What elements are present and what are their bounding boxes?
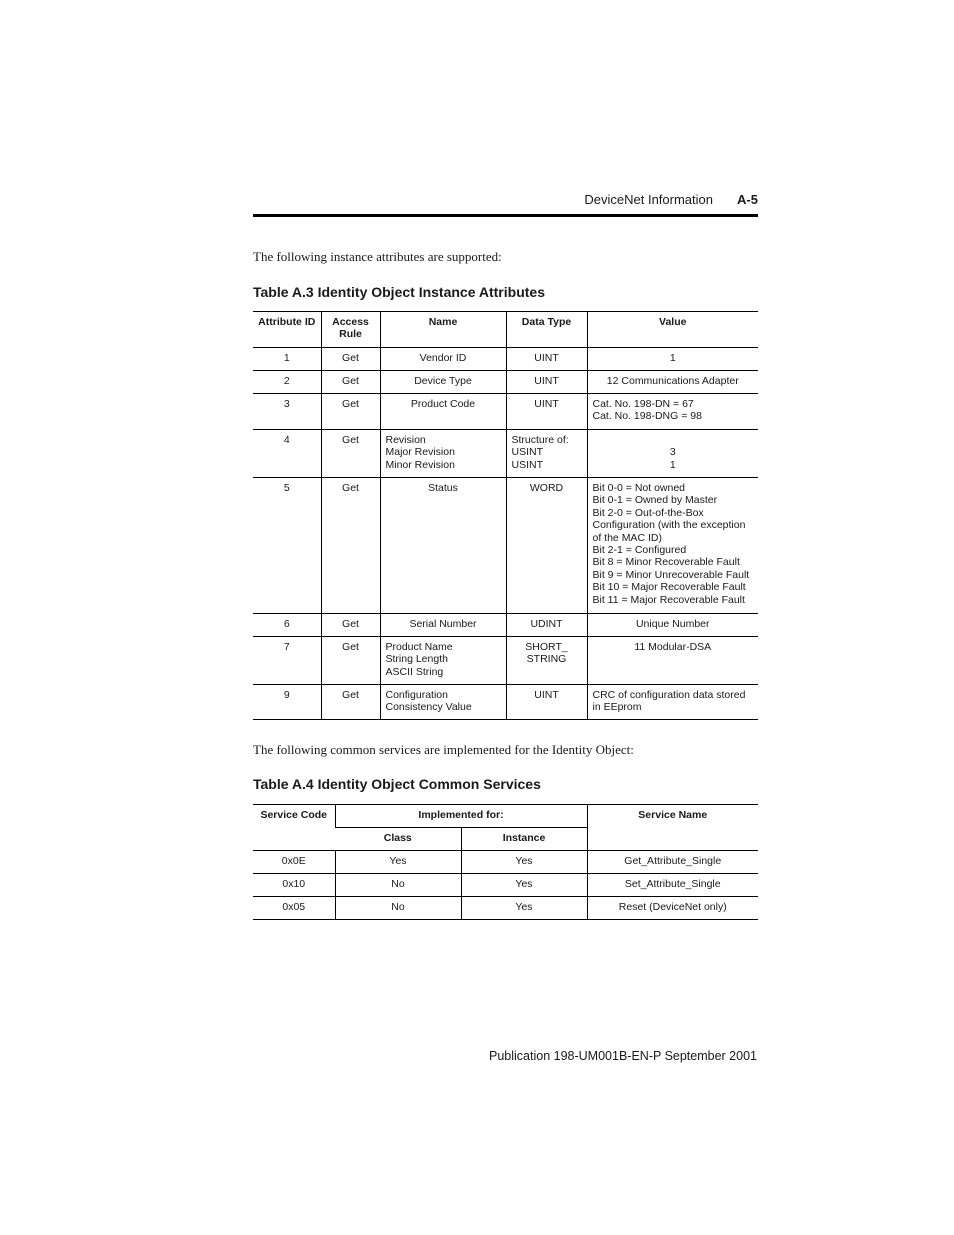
page-number: A-5 bbox=[737, 192, 758, 207]
table-row bbox=[253, 851, 758, 874]
attribute-id: 5 bbox=[253, 478, 321, 614]
data-type: SHORT_ STRING bbox=[506, 637, 587, 685]
access-rule: Get bbox=[321, 371, 380, 394]
table-header-row bbox=[253, 312, 758, 348]
col-header-access-rule: Access Rule bbox=[321, 312, 380, 348]
service-name: Set_Attribute_Single bbox=[587, 874, 758, 897]
data-type: UDINT bbox=[506, 614, 587, 637]
attribute-value: 11 Modular-DSA bbox=[587, 637, 758, 685]
col-header-data-type: Data Type bbox=[506, 312, 587, 348]
attribute-value: 12 Communications Adapter bbox=[587, 371, 758, 394]
header-rule bbox=[253, 214, 758, 217]
attribute-id: 9 bbox=[253, 685, 321, 720]
access-rule: Get bbox=[321, 394, 380, 430]
class-support: No bbox=[335, 897, 461, 920]
col-header-name: Name bbox=[380, 312, 506, 348]
table-header-row bbox=[253, 805, 758, 828]
instance-support: Yes bbox=[461, 874, 587, 897]
service-code: 0x10 bbox=[253, 874, 335, 897]
table-row bbox=[253, 348, 758, 371]
table-a3-caption: Table A.3 Identity Object Instance Attributes bbox=[253, 284, 545, 300]
identity-services-table bbox=[253, 804, 758, 920]
attribute-value: 1 bbox=[587, 348, 758, 371]
attribute-name: Configuration Consistency Value bbox=[380, 685, 506, 720]
attribute-name: Device Type bbox=[380, 371, 506, 394]
attribute-value: 3 1 bbox=[587, 430, 758, 478]
table-row bbox=[253, 685, 758, 720]
attribute-name: Status bbox=[380, 478, 506, 614]
intro-text-attributes: The following instance attributes are supported: bbox=[253, 249, 502, 264]
table-row bbox=[253, 874, 758, 897]
col-header-service-name: Service Name bbox=[587, 805, 758, 851]
data-type: UINT bbox=[506, 394, 587, 430]
access-rule: Get bbox=[321, 614, 380, 637]
service-code: 0x05 bbox=[253, 897, 335, 920]
access-rule: Get bbox=[321, 478, 380, 614]
col-header-service-code: Service Code bbox=[253, 805, 335, 851]
attribute-id: 4 bbox=[253, 430, 321, 478]
table-row bbox=[253, 394, 758, 430]
service-name: Get_Attribute_Single bbox=[587, 851, 758, 874]
class-support: Yes bbox=[335, 851, 461, 874]
col-header-attribute-id: Attribute ID bbox=[253, 312, 321, 348]
service-code: 0x0E bbox=[253, 851, 335, 874]
attribute-name: Product Code bbox=[380, 394, 506, 430]
page-header bbox=[253, 192, 758, 209]
table-row bbox=[253, 897, 758, 920]
attribute-name: Revision Major Revision Minor Revision bbox=[380, 430, 506, 478]
attribute-id: 1 bbox=[253, 348, 321, 371]
data-type: UINT bbox=[506, 371, 587, 394]
attribute-name: Product Name String Length ASCII String bbox=[380, 637, 506, 685]
attribute-name: Serial Number bbox=[380, 614, 506, 637]
attribute-id: 7 bbox=[253, 637, 321, 685]
attribute-id: 6 bbox=[253, 614, 321, 637]
col-header-class: Class bbox=[335, 828, 461, 851]
identity-attributes-table bbox=[253, 311, 758, 720]
table-a4-caption: Table A.4 Identity Object Common Services bbox=[253, 776, 541, 792]
table-row bbox=[253, 430, 758, 478]
instance-support: Yes bbox=[461, 897, 587, 920]
access-rule: Get bbox=[321, 430, 380, 478]
col-header-implemented-for: Implemented for: bbox=[335, 805, 587, 828]
attribute-value: Bit 0-0 = Not owned Bit 0-1 = Owned by Master Bit 2-0 = Out-of-the-Box Configuration (with the exception of the MAC ID) Bit 2-1 = Configured Bit 8 = Minor Recoverable Fault Bit 9 = Minor Unrecoverable Fault Bit 10 = Major Recoverable Fault Bit 11 = Major Recoverable Fault bbox=[587, 478, 758, 614]
table-row bbox=[253, 637, 758, 685]
attribute-value: Unique Number bbox=[587, 614, 758, 637]
attribute-name: Vendor ID bbox=[380, 348, 506, 371]
service-name: Reset (DeviceNet only) bbox=[587, 897, 758, 920]
access-rule: Get bbox=[321, 348, 380, 371]
table-row bbox=[253, 478, 758, 614]
attribute-id: 3 bbox=[253, 394, 321, 430]
intro-text-services: The following common services are implemented for the Identity Object: bbox=[253, 742, 634, 757]
access-rule: Get bbox=[321, 685, 380, 720]
data-type: UINT bbox=[506, 685, 587, 720]
data-type: Structure of: USINT USINT bbox=[506, 430, 587, 478]
col-header-instance: Instance bbox=[461, 828, 587, 851]
attribute-id: 2 bbox=[253, 371, 321, 394]
data-type: UINT bbox=[506, 348, 587, 371]
publication-footer: Publication 198-UM001B-EN-P September 2001 bbox=[489, 1049, 757, 1063]
instance-support: Yes bbox=[461, 851, 587, 874]
access-rule: Get bbox=[321, 637, 380, 685]
data-type: WORD bbox=[506, 478, 587, 614]
section-title: DeviceNet Information bbox=[584, 192, 713, 207]
table-row bbox=[253, 614, 758, 637]
class-support: No bbox=[335, 874, 461, 897]
attribute-value: CRC of configuration data stored in EEprom bbox=[587, 685, 758, 720]
table-row bbox=[253, 371, 758, 394]
col-header-value: Value bbox=[587, 312, 758, 348]
attribute-value: Cat. No. 198-DN = 67 Cat. No. 198-DNG = 98 bbox=[587, 394, 758, 430]
